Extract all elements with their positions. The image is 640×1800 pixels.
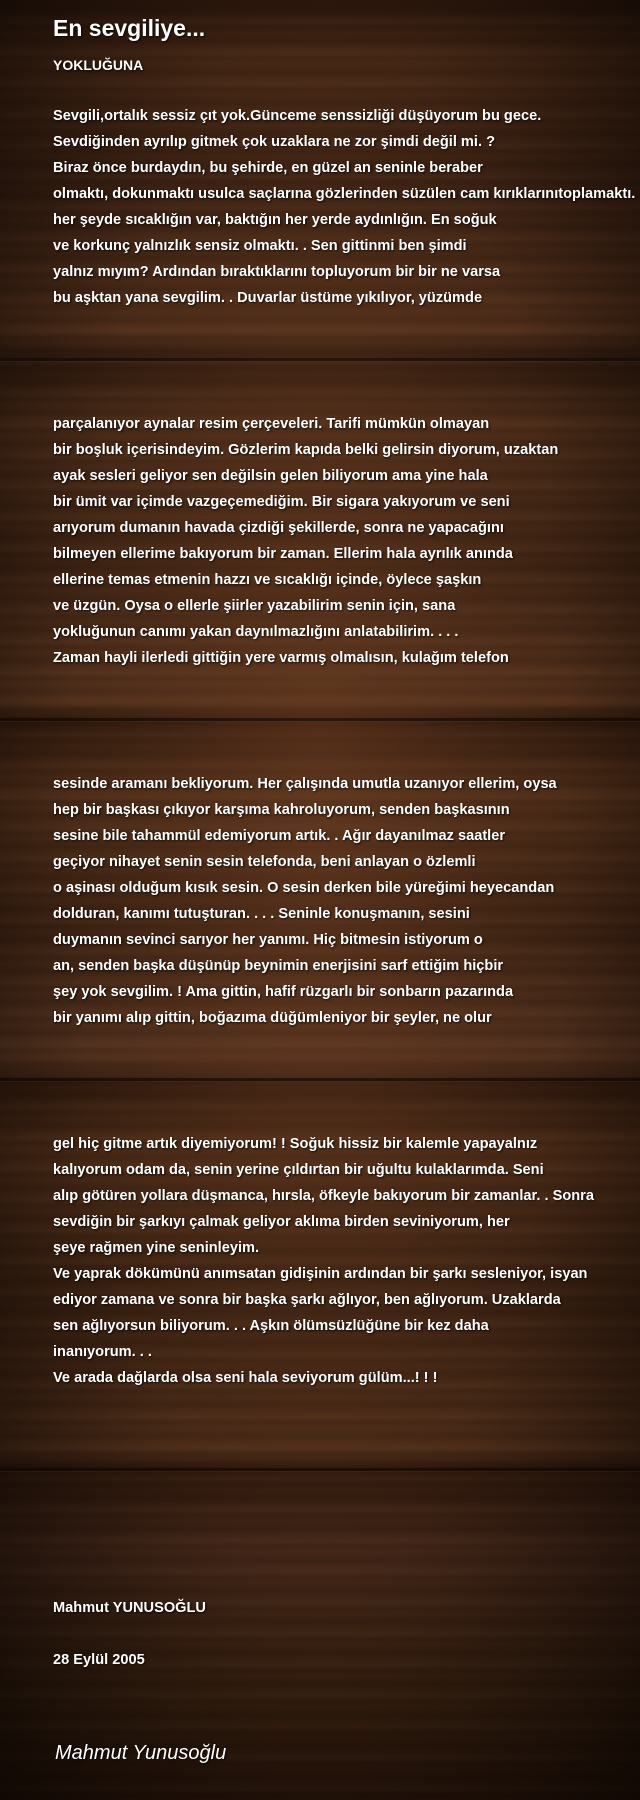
wood-plank-seam: [0, 718, 640, 721]
poem-line: arıyorum dumanın havada çizdiği şekillerde, sonra ne yapacağını: [53, 520, 504, 536]
poem-line: ayak sesleri geliyor sen değilsin gelen biliyorum ama yine hala: [53, 468, 488, 484]
poem-date: 28 Eylül 2005: [53, 1652, 145, 1668]
poem-stanza-2: [53, 411, 640, 671]
poem-line: sevdiğin bir şarkıyı çalmak geliyor aklıma birden seviniyorum, her: [53, 1214, 510, 1230]
poem-line: o aşinası olduğum kısık sesin. O sesin derken bile yüreğimi heyecandan: [53, 880, 555, 896]
poem-line: inanıyorum. . .: [53, 1344, 152, 1360]
poem-line: duymanın sevinci sarıyor her yanımı. Hiç bitmesin istiyorum o: [53, 932, 483, 948]
poem-line: her şeyde sıcaklığın var, baktığın her yerde aydınlığın. En soğuk: [53, 212, 497, 228]
poem-stanza-4: [53, 1131, 640, 1391]
wood-plank-seam: [0, 1078, 640, 1081]
wood-plank-seam: [0, 358, 640, 361]
poem-line: kalıyorum odam da, senin yerine çıldırtan bir uğultu kulaklarımda. Seni: [53, 1162, 544, 1178]
poem-line: geçiyor nihayet senin sesin telefonda, beni anlayan o özlemli: [53, 854, 476, 870]
poem-line: Ve arada dağlarda olsa seni hala seviyorum gülüm...! ! !: [53, 1370, 438, 1386]
poem-line: gel hiç gitme artık diyemiyorum! ! Soğuk hissiz bir kalemle yapayalnız: [53, 1136, 538, 1152]
poem-line: dolduran, kanımı tutuşturan. . . . Seninle konuşmanın, sesini: [53, 906, 470, 922]
author-name: Mahmut YUNUSOĞLU: [53, 1600, 206, 1616]
poem-title: En sevgiliye...: [53, 15, 206, 41]
poem-line: ve üzgün. Oysa o ellerle şiirler yazabilirim senin için, sana: [53, 598, 456, 614]
poem-line: ve korkunç yalnızlık sensiz olmaktı. . Sen gittinmi ben şimdi: [53, 238, 467, 254]
poem-stanza-3: [53, 771, 640, 1031]
poem-line: an, senden başka düşünüp beynimin enerjisini sarf ettiğim hiçbir: [53, 958, 504, 974]
poem-line: sesinde aramanı bekliyorum. Her çalışında umutla uzanıyor ellerim, oysa: [53, 776, 557, 792]
author-signature: Mahmut Yunusoğlu: [55, 1742, 227, 1764]
poem-line: sen ağlıyorsun biliyorum. . . Aşkın ölümsüzlüğüne bir kez daha: [53, 1318, 489, 1334]
poem-line: bir ümit var içimde vazgeçemediğim. Bir sigara yakıyorum ve seni: [53, 494, 510, 510]
poem-line: Zaman hayli ilerledi gittiğin yere varmış olmalısın, kulağım telefon: [53, 650, 509, 666]
poem-line: Sevdiğinden ayrılıp gitmek çok uzaklara ne zor şimdi değil mi. ?: [53, 134, 495, 150]
poem-line: bir boşluk içerisindeyim. Gözlerim kapıda belki gelirsin diyorum, uzaktan: [53, 442, 559, 458]
poem-line: parçalanıyor aynalar resim çerçeveleri. Tarifi mümkün olmayan: [53, 416, 490, 432]
poem-line: hep bir başkası çıkıyor karşıma kahroluyorum, senden başkasının: [53, 802, 510, 818]
poem-line: ediyor zamana ve sonra bir başka şarkı ağlıyor, ben ağlıyorum. Uzaklarda: [53, 1292, 561, 1308]
poem-line: bilmeyen ellerime bakıyorum bir zaman. Ellerim hala ayrılık anında: [53, 546, 513, 562]
poem-line: Biraz önce burdaydın, bu şehirde, en güzel an seninle beraber: [53, 160, 483, 176]
poem-line: ellerine temas etmenin hazzı ve sıcaklığı içinde, öylece şaşkın: [53, 572, 482, 588]
poem-line: yokluğunun canımı yakan daynılmazlığını anlatabilirim. . . .: [53, 624, 459, 640]
poem-line: şey yok sevgilim. ! Ama gittin, hafif rüzgarlı bir sonbarın pazarında: [53, 984, 514, 1000]
poem-subtitle: YOKLUĞUNA: [53, 57, 144, 73]
poem-stanza-1: [53, 103, 640, 311]
poem-line: olmaktı, dokunmaktı usulca saçlarına gözlerinden süzülen cam kırıklarınıtoplamaktı.: [53, 186, 636, 202]
wood-plank-seam: [0, 1468, 640, 1471]
poem-line: bu aşktan yana sevgilim. . Duvarlar üstüme yıkılıyor, yüzümde: [53, 290, 483, 306]
poem-line: yalnız mıyım? Ardından bıraktıklarını topluyorum bir bir ne varsa: [53, 264, 501, 280]
poem-line: Sevgili,ortalık sessiz çıt yok.Günceme senssizliği düşüyorum bu gece.: [53, 108, 542, 124]
poem-line: şeye rağmen yine seninleyim.: [53, 1240, 260, 1256]
poem-line: sesine bile tahammül edemiyorum artık. . Ağır dayanılmaz saatler: [53, 828, 506, 844]
poem-line: alıp götüren yollara düşmanca, hırsla, öfkeyle bakıyorum bir zamanlar. . Sonra: [53, 1188, 594, 1204]
poem-line: Ve yaprak dökümünü anımsatan gidişinin ardından bir şarkı sesleniyor, isyan: [53, 1266, 588, 1282]
poem-line: bir yanımı alıp gittin, boğazıma düğümleniyor bir şeyler, ne olur: [53, 1010, 492, 1026]
